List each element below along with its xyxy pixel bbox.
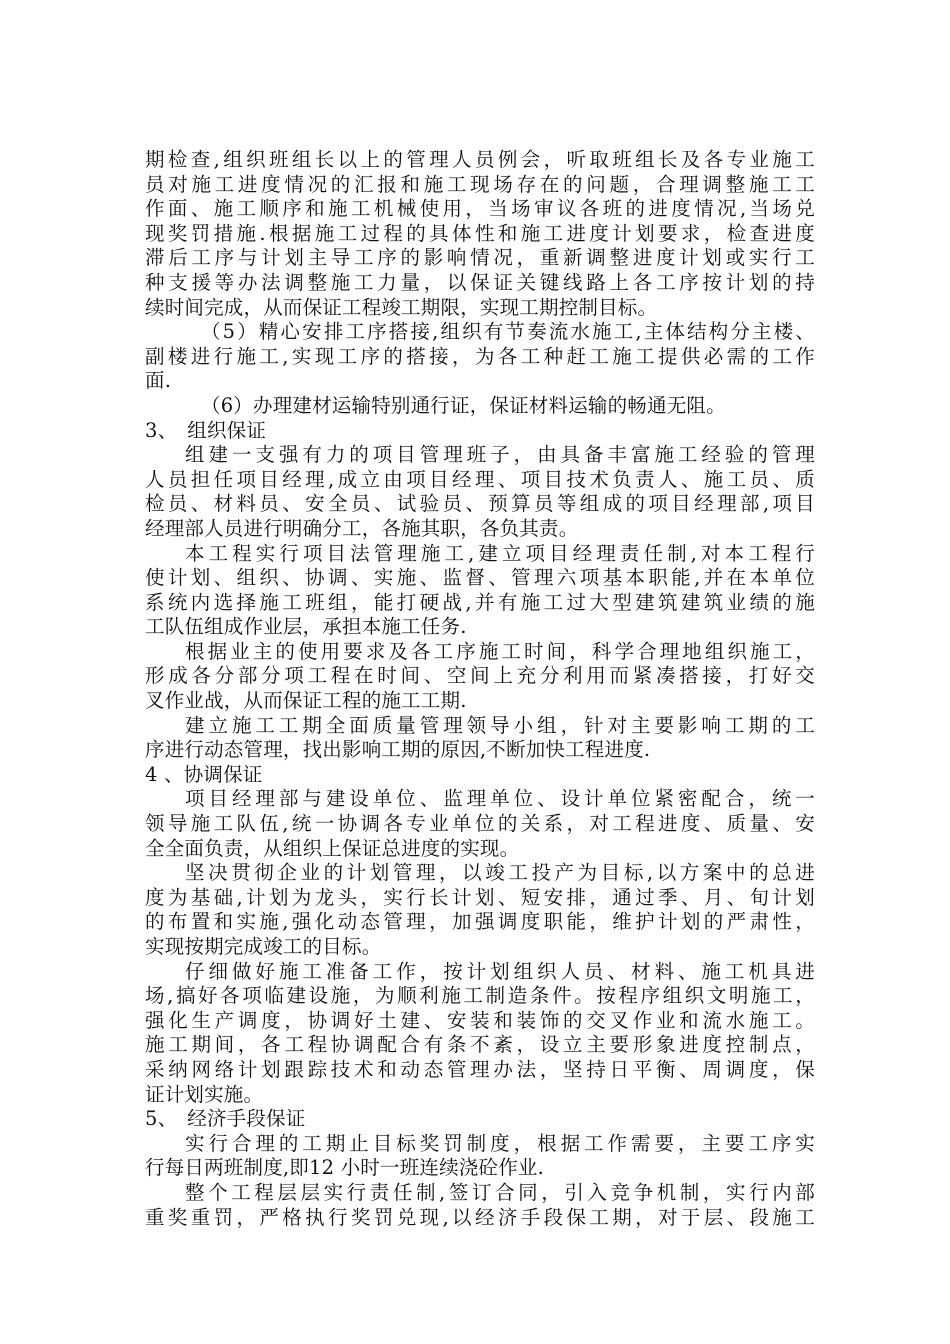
text-line: 形成各分部分项工程在时间、空间上充分利用而紧凑搭接，打好交: [145, 664, 815, 688]
text-line: 建立施工工期全面质量管理领导小组，针对主要影响工期的工: [185, 713, 815, 737]
text-line: 种支援等办法调整施工力量，以保证关键线路上各工序按计划的持: [145, 270, 815, 294]
text-line: 场,搞好各项临建设施，为顺利施工制造条件。按程序组织文明施工，: [145, 984, 815, 1008]
text-line: 重奖重罚，严格执行奖罚兑现,以经济手段保工期，对于层、段施工: [145, 1205, 815, 1229]
text-line: 检员、材料员、安全员、试验员、预算员等组成的项目经理部,项目: [145, 492, 815, 516]
text-line: 整个工程层层实行责任制,签订合同，引入竞争机制，实行内部: [185, 1180, 815, 1204]
text-line: 全全面负责，从组织上保证总进度的实现。: [145, 836, 520, 860]
text-line: 实行合理的工期止目标奖罚制度，根据工作需要，主要工序实: [185, 1131, 815, 1155]
text-line: 面.: [145, 369, 172, 393]
text-line: 工队伍组成作业层，承担本施工任务.: [145, 615, 467, 639]
document-body: [145, 148, 815, 1230]
text-line: 施工期间，各工程协调配合有条不紊，设立主要形象进度控制点，: [145, 1033, 815, 1057]
text-line: 行每日两班制度,即12 小时一班连续浇砼作业.: [145, 1156, 545, 1180]
text-line: 续时间完成，从而保证工程竣工期限，实现工期控制目标。: [145, 295, 658, 319]
text-line: 现奖罚措施.根据施工过程的具体性和施工进度计划要求，检查进度: [145, 221, 815, 245]
text-line: （6）办理建材运输特别通行证，保证材料运输的畅通无阻。: [201, 393, 726, 417]
text-line: 根据业主的使用要求及各工序施工时间，科学合理地组织施工，: [185, 639, 815, 663]
text-line: 作面、施工顺序和施工机械使用，当场审议各班的进度情况,当场兑: [145, 197, 815, 221]
text-line: 3、 组织保证: [145, 418, 267, 442]
text-line: 实现按期完成竣工的目标。: [145, 935, 382, 958]
text-line: 期检查,组织班组长以上的管理人员例会，听取班组长及各专业施工: [145, 148, 815, 171]
text-line: （5）精心安排工序搭接,组织有节奏流水施工,主体结构分主楼、: [201, 320, 815, 344]
text-line: 度为基础,计划为龙头，实行长计划、短安排，通过季、月、旬计划: [145, 885, 815, 909]
text-line: 仔细做好施工准备工作，按计划组织人员、材料、施工机具进: [185, 959, 815, 983]
text-line: 序进行动态管理，找出影响工期的原因,不断加快工程进度.: [145, 738, 651, 762]
text-line: 叉作业战，从而保证工程的施工工期.: [145, 689, 467, 713]
text-line: 5、 经济手段保证: [145, 1107, 306, 1131]
text-line: 项目经理部与建设单位、监理单位、设计单位紧密配合，统一: [185, 787, 815, 811]
text-line: 4 、协调保证: [145, 762, 263, 786]
text-line: 强化生产调度，协调好土建、安装和装饰的交叉作业和流水施工。: [145, 1008, 815, 1032]
text-line: 经理部人员进行明确分工，各施其职，各负其责。: [145, 516, 579, 540]
text-line: 组建一支强有力的项目管理班子，由具备丰富施工经验的管理: [185, 443, 815, 467]
text-line: 使计划、组织、协调、实施、监督、管理六项基本职能,并在本单位: [145, 566, 815, 590]
text-line: 员对施工进度情况的汇报和施工现场存在的问题，合理调整施工工: [145, 172, 815, 196]
text-line: 的布置和实施,强化动态管理，加强调度职能，维护计划的严肃性，: [145, 910, 815, 934]
text-line: 坚决贯彻企业的计划管理，以竣工投产为目标,以方案中的总进: [185, 861, 815, 885]
text-line: 证计划实施。: [145, 1082, 264, 1106]
text-line: 领导施工队伍,统一协调各专业单位的关系，对工程进度、质量、安: [145, 812, 815, 836]
text-line: 本工程实行项目法管理施工,建立项目经理责任制,对本工程行: [185, 541, 815, 565]
text-line: 系统内选择施工班组，能打硬战,并有施工过大型建筑建筑业绩的施: [145, 590, 815, 614]
text-line: 人员担任项目经理,成立由项目经理、项目技术负责人、施工员、质: [145, 467, 815, 491]
text-line: 采纳网络计划跟踪技术和动态管理办法，坚持日平衡、周调度，保: [145, 1057, 815, 1081]
text-line: 滞后工序与计划主导工序的影响情况，重新调整进度计划或实行工: [145, 246, 815, 270]
text-line: 副楼进行施工,实现工序的搭接，为各工种赶工施工提供必需的工作: [145, 344, 815, 368]
